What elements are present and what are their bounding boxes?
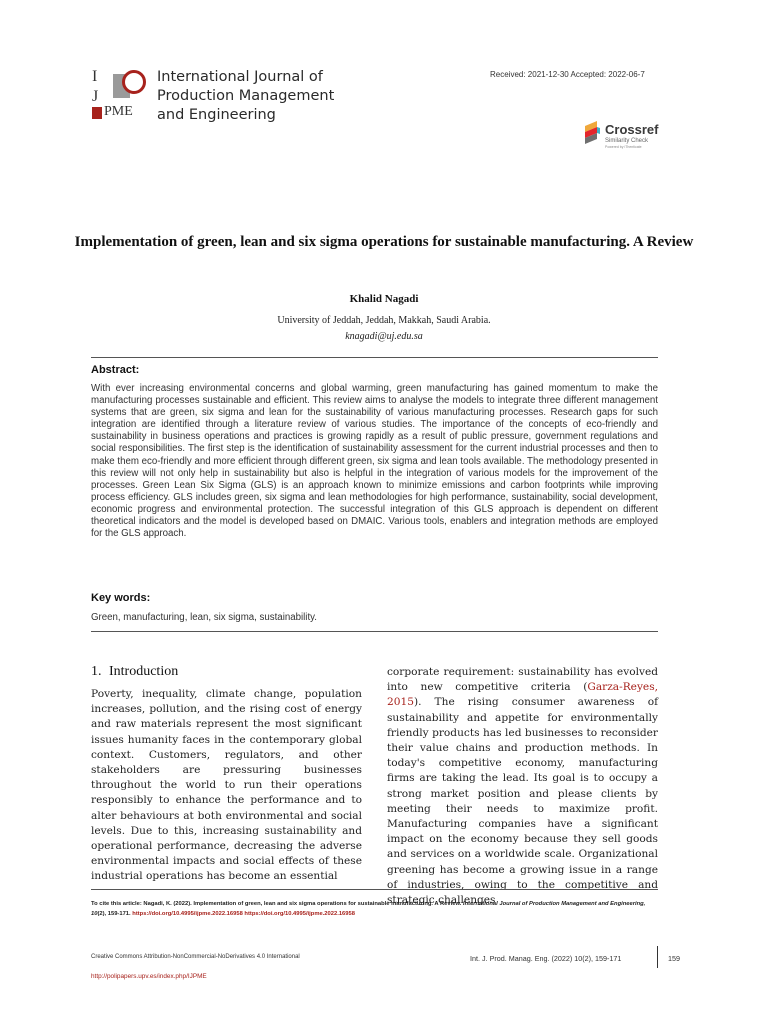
divider — [91, 631, 658, 632]
crossref-logo-icon — [583, 120, 601, 146]
license-text[interactable]: Creative Commons Attribution-NonCommercial-NoDerivatives 4.0 International — [91, 954, 300, 960]
keywords-heading: Key words: — [91, 592, 151, 604]
journal-name-line: Production Management — [157, 88, 335, 104]
journal-reference: Int. J. Prod. Manag. Eng. (2022) 10(2), 159-171 — [470, 954, 622, 963]
footer-separator — [657, 946, 658, 968]
cite-label: To cite this article: — [91, 901, 142, 907]
doi-link[interactable]: https://doi.org/10.4995/ijpme.2022.16958 — [132, 910, 243, 917]
logo-ring — [122, 70, 146, 94]
section-heading-introduction — [91, 664, 178, 680]
section-number: 1. — [91, 664, 102, 679]
citation-note — [91, 900, 661, 919]
citation-link[interactable]: Garza-Reyes, 2015 — [387, 681, 658, 709]
logo-letter-i: I — [92, 68, 98, 85]
cite-volume: 10 — [91, 910, 98, 917]
journal-name-line: International Journal of — [157, 69, 323, 85]
crossref-subtitle: Similarity Check — [605, 138, 649, 144]
journal-url[interactable]: http://polipapers.upv.es/index.php/IJPME — [91, 973, 207, 980]
abstract-heading: Abstract: — [91, 364, 140, 376]
divider — [91, 357, 658, 358]
crossref-badge[interactable] — [583, 118, 663, 152]
divider — [91, 889, 658, 890]
cite-pages: (2), 159-171. — [97, 910, 131, 917]
author-name: Khalid Nagadi — [349, 293, 419, 305]
logo-acronym: PME — [104, 104, 133, 119]
abstract-text: With ever increasing environmental concerns and global warming, green manufacturing has gained momentum to make the manufacturing processes sustainable and efficient. This review aims to analyse the models to integrate three different management systems that are green, six sigma and lean for the sustainability of various manufacturing processes. Research gaps for such integration are identified through a literature review of various studies. The importance of the concepts of eco-friendly and sustainability in business operations and practices is growing rapidly as a result of public pressure, government regulations and social responsibilities. The first step is the identification of sustainability assessment for the current industrial processes and then to make them eco-friendly and more efficient through different green, six sigma and lean tools available. The methodology presented in this review will not only help in sustainability but also is helpful in the integration of various models for the improvement of the processes. Green Lean Six Sigma (GLS) is an approach known to minimize emissions and carbon footprints while improving process efficiency. GLS includes green, six sigma and lean methodologies for high performance, sustainability, social development, economic progress and environmental protection. The successful integration of this GLS approach is dependent on different theoretical indicators and the model is developed based on DMAIC. Various tools, enablers and integration methods are employed for the GLS approach. — [91, 383, 658, 540]
cite-text: Nagadi, K. (2022). Implementation of green, lean and six sigma operations for sustainable manufacturing. A Review. — [143, 901, 462, 907]
author-affiliation: University of Jeddah, Jeddah, Makkah, Saudi Arabia. — [277, 315, 491, 326]
journal-name — [157, 68, 387, 125]
received-accepted-dates: Received: 2021-12-30 Accepted: 2022-06-7 — [490, 70, 645, 79]
section-title: Introduction — [109, 664, 179, 679]
author-email[interactable]: knagadi@uj.edu.sa — [345, 331, 423, 342]
crossref-powered: Powered by iThenticate — [605, 145, 642, 149]
logo-red-square — [92, 107, 102, 119]
page-number: 159 — [668, 954, 680, 963]
introduction-left-column: Poverty, inequality, climate change, population increases, pollution, and the rising cost of energy and raw materials represent the most significant issues humanity faces in the contemporary global context. Customers, regulators, and other stakeholders are pressuring businesses throughout the world to run their operations responsibly to enhance the performance and to alter behaviours at both environmental and social levels. Due to this, increasing sustainability and operational performance, decreasing the adverse environmental impacts and social effects of these industrial operations has become an essential — [91, 688, 362, 883]
introduction-right-column — [387, 665, 658, 908]
doi-link[interactable]: https://doi.org/10.4995/ijpme.2022.16958 — [244, 910, 355, 917]
cite-journal: International Journal of Production Management and Engineering, — [462, 901, 646, 907]
crossref-title: Crossref — [605, 122, 659, 137]
article-title: Implementation of green, lean and six sigma operations for sustainable manufacturing. A Review — [74, 234, 694, 250]
body-text: ). The rising consumer awareness of sustainability and appetite for environmentally friendly products has led businesses to reconsider their value chains and production methods. In today's competitive economy, manufacturing firms are taking the lead. Its goal is to occupy a strong market position and please clients by meeting their needs to maximize profit. Manufacturing companies have a significant impact on the economy because they sell goods and services on a worldwide scale. Organizational greening has become a growing issue in a range of industries, owing to the competitive and strategic challenges — [387, 696, 658, 907]
journal-logo — [92, 68, 152, 124]
body-text: corporate requirement: sustainability has evolved into new competitive criteria ( — [387, 666, 658, 694]
logo-letter-j: J — [92, 88, 99, 105]
keywords-text: Green, manufacturing, lean, six sigma, sustainability. — [91, 612, 317, 623]
journal-name-line: and Engineering — [157, 107, 276, 123]
